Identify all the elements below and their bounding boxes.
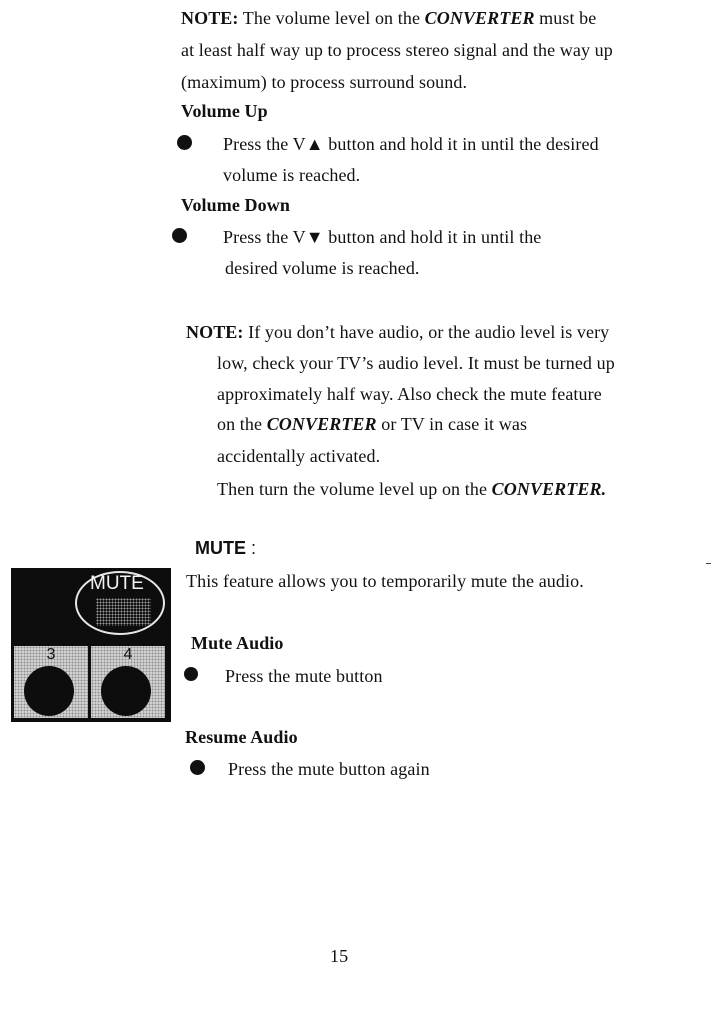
note-1-line-1: NOTE: The volume level on the CONVERTER must be xyxy=(181,8,597,28)
note-2-line-5: accidentally activated. xyxy=(217,446,381,466)
volume-down-step-line-2: desired volume is reached. xyxy=(225,258,420,278)
note-2-line-3: approximately half way. Also check the mute feature xyxy=(217,384,602,404)
bullet-icon xyxy=(172,228,187,243)
brand-name: CONVERTER xyxy=(424,8,535,28)
brand-name: CONVERTER xyxy=(266,414,377,434)
key-button-icon xyxy=(101,666,151,716)
bullet-icon xyxy=(184,667,198,681)
mute-audio-step: Press the mute button xyxy=(225,666,383,686)
remote-illustration xyxy=(11,568,171,722)
note-2-line-4: on the CONVERTER or TV in case it was xyxy=(217,414,528,434)
mute-intro: This feature allows you to temporarily mute the audio. xyxy=(186,571,584,591)
mute-heading: MUTE : xyxy=(195,538,257,558)
resume-audio-heading: Resume Audio xyxy=(185,727,298,747)
bullet-icon xyxy=(190,760,205,775)
volume-up-step-line-2: volume is reached. xyxy=(223,165,361,185)
note-1-line-3: (maximum) to process surround sound. xyxy=(181,72,468,92)
note-label: NOTE: xyxy=(186,322,244,342)
page-number: 15 xyxy=(330,946,349,966)
key-button-icon xyxy=(24,666,74,716)
remote-key-3: 3 xyxy=(14,646,88,718)
mute-audio-heading: Mute Audio xyxy=(191,633,284,653)
volume-down-step-line-1: Press the V▼ button and hold it in until the xyxy=(223,227,542,247)
note-2-line-2: low, check your TV’s audio level. It must be turned up xyxy=(217,353,615,373)
volume-down-heading: Volume Down xyxy=(181,195,290,215)
triangle-up-icon: ▲ xyxy=(305,134,324,154)
volume-up-heading: Volume Up xyxy=(181,101,268,121)
remote-key-4: 4 xyxy=(91,646,165,718)
note-label: NOTE: xyxy=(181,8,239,28)
volume-up-step-line-1: Press the V▲ button and hold it in until the desired xyxy=(223,134,599,154)
note-2-line-6: Then turn the volume level up on the CONVERTER. xyxy=(217,479,607,499)
note-2-line-1: NOTE: If you don’t have audio, or the audio level is very xyxy=(186,322,610,342)
mute-button-label: MUTE xyxy=(90,573,144,594)
note-1-line-2: at least half way up to process stereo signal and the way up xyxy=(181,40,613,60)
bullet-icon xyxy=(177,135,192,150)
triangle-down-icon: ▼ xyxy=(305,227,324,247)
mute-button-texture xyxy=(96,598,151,626)
resume-audio-step: Press the mute button again xyxy=(228,759,430,779)
scan-mark xyxy=(706,563,711,564)
brand-name: CONVERTER. xyxy=(491,479,607,499)
